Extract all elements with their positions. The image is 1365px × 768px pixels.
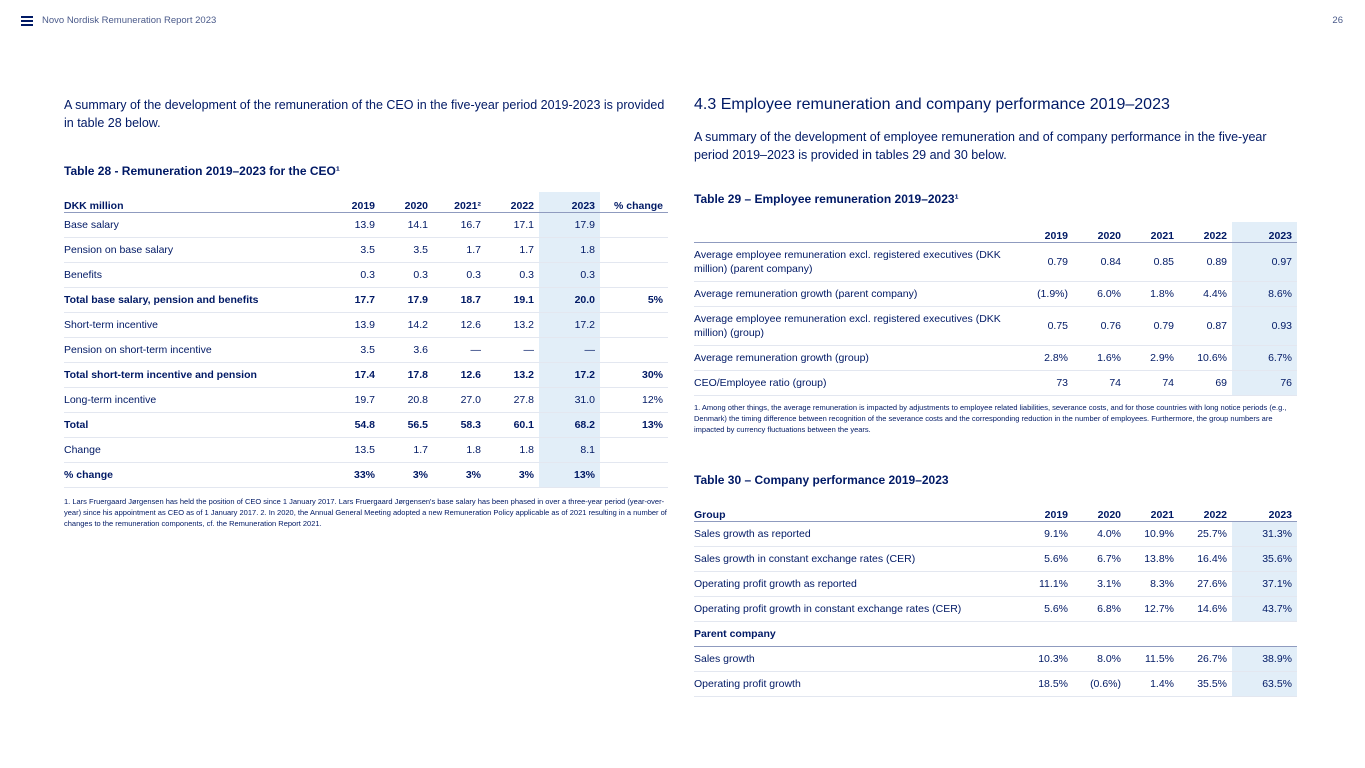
parent-company-label: Parent company <box>694 622 1297 647</box>
row-label: Total base salary, pension and benefits <box>64 288 332 313</box>
row-label: Pension on base salary <box>64 238 332 263</box>
row-label: Total <box>64 413 332 438</box>
column-header: 2020 <box>1073 501 1126 522</box>
table-cell: 6.0% <box>1073 282 1126 307</box>
table-cell: 0.79 <box>1014 243 1073 282</box>
table-28-header <box>64 192 668 213</box>
table-cell: 25.7% <box>1179 522 1232 547</box>
table-cell: 63.5% <box>1232 672 1297 697</box>
table-cell: 0.3 <box>433 263 486 288</box>
table-cell: 0.79 <box>1126 307 1179 346</box>
table-cell: 19.1 <box>486 288 539 313</box>
table-row <box>694 346 1297 371</box>
table-cell: 10.9% <box>1126 522 1179 547</box>
table-cell <box>600 463 668 488</box>
table-cell: 17.8 <box>380 363 433 388</box>
row-label: Pension on short-term incentive <box>64 338 332 363</box>
row-label: CEO/Employee ratio (group) <box>694 371 1014 396</box>
table-row <box>694 647 1297 672</box>
table-cell: 27.6% <box>1179 572 1232 597</box>
column-header: 2020 <box>380 192 433 213</box>
table-cell: 0.3 <box>486 263 539 288</box>
table-30 <box>694 501 1297 697</box>
table-cell <box>600 213 668 238</box>
table-cell: 13.5 <box>332 438 380 463</box>
table-row <box>64 363 668 388</box>
table-cell: 13% <box>600 413 668 438</box>
table-cell: 56.5 <box>380 413 433 438</box>
table-cell: 1.7 <box>486 238 539 263</box>
table-row <box>694 371 1297 396</box>
table-cell: 13.2 <box>486 363 539 388</box>
table-cell: 3.1% <box>1073 572 1126 597</box>
table-28 <box>64 192 668 488</box>
table-cell: 13.2 <box>486 313 539 338</box>
table-cell: 35.6% <box>1232 547 1297 572</box>
table-cell: 13% <box>539 463 600 488</box>
table-row <box>694 282 1297 307</box>
table-29-title: Table 29 – Employee remuneration 2019–2023¹ <box>694 192 959 206</box>
hamburger-icon[interactable] <box>21 16 33 26</box>
table-cell: 74 <box>1073 371 1126 396</box>
table-29-header <box>694 222 1297 243</box>
table-cell: 2.8% <box>1014 346 1073 371</box>
table-cell: 1.7 <box>380 438 433 463</box>
table-cell: 0.87 <box>1179 307 1232 346</box>
table-cell: 14.6% <box>1179 597 1232 622</box>
table-cell: 0.85 <box>1126 243 1179 282</box>
table-cell: 0.84 <box>1073 243 1126 282</box>
column-header: 2019 <box>1014 501 1073 522</box>
table-cell: 1.8 <box>539 238 600 263</box>
table-cell: 20.0 <box>539 288 600 313</box>
row-label: Long-term incentive <box>64 388 332 413</box>
table-row <box>694 672 1297 697</box>
table-cell: 0.75 <box>1014 307 1073 346</box>
column-header: 2023 <box>1232 222 1297 243</box>
table-cell: 12.7% <box>1126 597 1179 622</box>
table-cell: 0.3 <box>539 263 600 288</box>
table-cell: 1.6% <box>1073 346 1126 371</box>
subgroup-header <box>694 622 1297 647</box>
table-cell: 3% <box>380 463 433 488</box>
table-cell: (0.6%) <box>1073 672 1126 697</box>
table-cell: 74 <box>1126 371 1179 396</box>
table-cell: 4.0% <box>1073 522 1126 547</box>
right-column <box>694 96 1297 697</box>
table-cell <box>600 263 668 288</box>
table-cell: 13.9 <box>332 213 380 238</box>
table-row <box>64 438 668 463</box>
row-label: Benefits <box>64 263 332 288</box>
table-cell: 2.9% <box>1126 346 1179 371</box>
row-label: Operating profit growth as reported <box>694 572 1014 597</box>
row-label: Sales growth as reported <box>694 522 1014 547</box>
table-cell: 3% <box>486 463 539 488</box>
table-cell: 3% <box>433 463 486 488</box>
section-heading: 4.3 Employee remuneration and company performance 2019–2023 <box>694 96 1170 113</box>
table-cell: 16.4% <box>1179 547 1232 572</box>
table-cell: 3.5 <box>380 238 433 263</box>
table-cell: 1.4% <box>1126 672 1179 697</box>
table-cell: 4.4% <box>1179 282 1232 307</box>
row-label: % change <box>64 463 332 488</box>
table-cell: 0.3 <box>332 263 380 288</box>
table-row <box>64 463 668 488</box>
table-cell: 19.7 <box>332 388 380 413</box>
column-header: DKK million <box>64 192 332 213</box>
row-label: Average remuneration growth (parent company) <box>694 282 1014 307</box>
table-row <box>64 263 668 288</box>
left-column <box>64 96 668 529</box>
table-cell: 11.1% <box>1014 572 1073 597</box>
column-header: 2021 <box>1126 501 1179 522</box>
row-label: Base salary <box>64 213 332 238</box>
row-label: Average remuneration growth (group) <box>694 346 1014 371</box>
row-label: Operating profit growth <box>694 672 1014 697</box>
row-label: Operating profit growth in constant exchange rates (CER) <box>694 597 1014 622</box>
table-cell: 17.4 <box>332 363 380 388</box>
table-cell: 76 <box>1232 371 1297 396</box>
table-28-title: Table 28 - Remuneration 2019–2023 for the CEO¹ <box>64 164 340 178</box>
table-29 <box>694 222 1297 396</box>
table-cell: — <box>539 338 600 363</box>
table-cell: 37.1% <box>1232 572 1297 597</box>
table-cell: 16.7 <box>433 213 486 238</box>
table-cell: 0.93 <box>1232 307 1297 346</box>
table-cell: 13.8% <box>1126 547 1179 572</box>
table-cell: 17.2 <box>539 313 600 338</box>
table-row <box>64 313 668 338</box>
column-header: 2019 <box>332 192 380 213</box>
table-cell: 5.6% <box>1014 547 1073 572</box>
table-cell: 33% <box>332 463 380 488</box>
row-label: Sales growth <box>694 647 1014 672</box>
table-cell: 9.1% <box>1014 522 1073 547</box>
table-cell: 27.8 <box>486 388 539 413</box>
table-cell <box>600 313 668 338</box>
table-cell: 26.7% <box>1179 647 1232 672</box>
table-cell: 3.5 <box>332 238 380 263</box>
column-header: 2020 <box>1073 222 1126 243</box>
table-cell: 8.1 <box>539 438 600 463</box>
table-cell: 1.7 <box>433 238 486 263</box>
table-row <box>64 338 668 363</box>
row-label: Short-term incentive <box>64 313 332 338</box>
row-label: Total short-term incentive and pension <box>64 363 332 388</box>
table-cell: (1.9%) <box>1014 282 1073 307</box>
table-cell: 17.1 <box>486 213 539 238</box>
table-cell <box>600 338 668 363</box>
column-header: 2023 <box>539 192 600 213</box>
table-cell: 10.6% <box>1179 346 1232 371</box>
table-cell: 13.9 <box>332 313 380 338</box>
table-30-header <box>694 501 1297 522</box>
row-label: Average employee remuneration excl. registered executives (DKK million) (parent company) <box>694 243 1014 282</box>
row-label: Average employee remuneration excl. registered executives (DKK million) (group) <box>694 307 1014 346</box>
column-header: 2022 <box>1179 501 1232 522</box>
table-cell: 6.8% <box>1073 597 1126 622</box>
table-cell: 17.9 <box>539 213 600 238</box>
table-cell: 12.6 <box>433 363 486 388</box>
table-cell: 17.2 <box>539 363 600 388</box>
table-cell: 1.8 <box>486 438 539 463</box>
top-bar <box>0 0 1365 44</box>
employee-intro-text: A summary of the development of employee remuneration and of company performance in the five-year period 2019–2023 is provided in tables 29 and 30 below. <box>694 130 1267 162</box>
table-cell: 38.9% <box>1232 647 1297 672</box>
ceo-intro-text: A summary of the development of the remuneration of the CEO in the five-year period 2019-2023 is provided in table 28 below. <box>64 98 665 130</box>
table-row <box>64 413 668 438</box>
table-cell <box>600 238 668 263</box>
column-header <box>694 222 1014 243</box>
table-cell: 18.5% <box>1014 672 1073 697</box>
column-header: 2019 <box>1014 222 1073 243</box>
table-cell <box>600 438 668 463</box>
table-cell: 14.1 <box>380 213 433 238</box>
table-cell: 31.0 <box>539 388 600 413</box>
table-row <box>64 213 668 238</box>
table-cell: 5.6% <box>1014 597 1073 622</box>
table-cell: 58.3 <box>433 413 486 438</box>
table-cell: 60.1 <box>486 413 539 438</box>
column-header: % change <box>600 192 668 213</box>
table-row <box>694 597 1297 622</box>
column-header: 2022 <box>1179 222 1232 243</box>
table-cell: 1.8 <box>433 438 486 463</box>
table-cell: 68.2 <box>539 413 600 438</box>
table-cell: 10.3% <box>1014 647 1073 672</box>
table-cell: 12% <box>600 388 668 413</box>
row-label: Change <box>64 438 332 463</box>
table-cell: 30% <box>600 363 668 388</box>
table-cell: 11.5% <box>1126 647 1179 672</box>
table-cell: 8.0% <box>1073 647 1126 672</box>
document-title: Novo Nordisk Remuneration Report 2023 <box>42 15 217 26</box>
table-cell: 54.8 <box>332 413 380 438</box>
table-29-footnote: 1. Among other things, the average remuneration is impacted by adjustments to employee related liabilities, severance costs, and for those countries with long notice periods (e.g., Denmark) the timing difference between recognition of the severance costs and the corresponding reduction in the number of employees. Furthermore, the group numbers are impacted by currency fluctuations between the years. <box>694 403 1287 434</box>
table-cell: 27.0 <box>433 388 486 413</box>
column-header: 2023 <box>1232 501 1297 522</box>
table-row <box>64 238 668 263</box>
table-cell: 8.3% <box>1126 572 1179 597</box>
row-label: Sales growth in constant exchange rates (CER) <box>694 547 1014 572</box>
table-cell: 73 <box>1014 371 1073 396</box>
column-header: Group <box>694 501 1014 522</box>
column-header: 2021² <box>433 192 486 213</box>
column-header: 2021 <box>1126 222 1179 243</box>
table-cell: 0.3 <box>380 263 433 288</box>
table-30-title: Table 30 – Company performance 2019–2023 <box>694 473 949 487</box>
table-row <box>694 522 1297 547</box>
table-cell: 43.7% <box>1232 597 1297 622</box>
table-cell: 0.76 <box>1073 307 1126 346</box>
table-cell: 8.6% <box>1232 282 1297 307</box>
table-cell: 14.2 <box>380 313 433 338</box>
table-cell: 5% <box>600 288 668 313</box>
table-cell: 0.97 <box>1232 243 1297 282</box>
table-cell: 69 <box>1179 371 1232 396</box>
column-header: 2022 <box>486 192 539 213</box>
table-cell: 18.7 <box>433 288 486 313</box>
table-cell: — <box>486 338 539 363</box>
table-cell: 31.3% <box>1232 522 1297 547</box>
table-row <box>64 288 668 313</box>
table-cell: 6.7% <box>1073 547 1126 572</box>
table-cell: 3.6 <box>380 338 433 363</box>
table-28-footnote: 1. Lars Fruergaard Jørgensen has held the position of CEO since 1 January 2017. Lars Fruergaard Jørgensen's base salary has been phased in over a three-year period (year-over-year) since his appointment as CEO as of 1 January 2017. 2. In 2020, the Annual General Meeting adopted a new Remuneration Policy applicable as of 2021 resulting in a number of changes to the remuneration components, cf. the Remuneration Report 2021. <box>64 497 667 528</box>
table-row <box>694 547 1297 572</box>
table-cell: 1.8% <box>1126 282 1179 307</box>
table-cell: 17.7 <box>332 288 380 313</box>
table-row <box>64 388 668 413</box>
table-cell: 17.9 <box>380 288 433 313</box>
table-cell: 3.5 <box>332 338 380 363</box>
table-row <box>694 572 1297 597</box>
table-cell: 35.5% <box>1179 672 1232 697</box>
table-cell: 0.89 <box>1179 243 1232 282</box>
table-row <box>694 307 1297 346</box>
table-cell: 6.7% <box>1232 346 1297 371</box>
table-cell: 12.6 <box>433 313 486 338</box>
page-number: 26 <box>1332 15 1343 26</box>
table-cell: 20.8 <box>380 388 433 413</box>
table-row <box>694 243 1297 282</box>
table-cell: — <box>433 338 486 363</box>
